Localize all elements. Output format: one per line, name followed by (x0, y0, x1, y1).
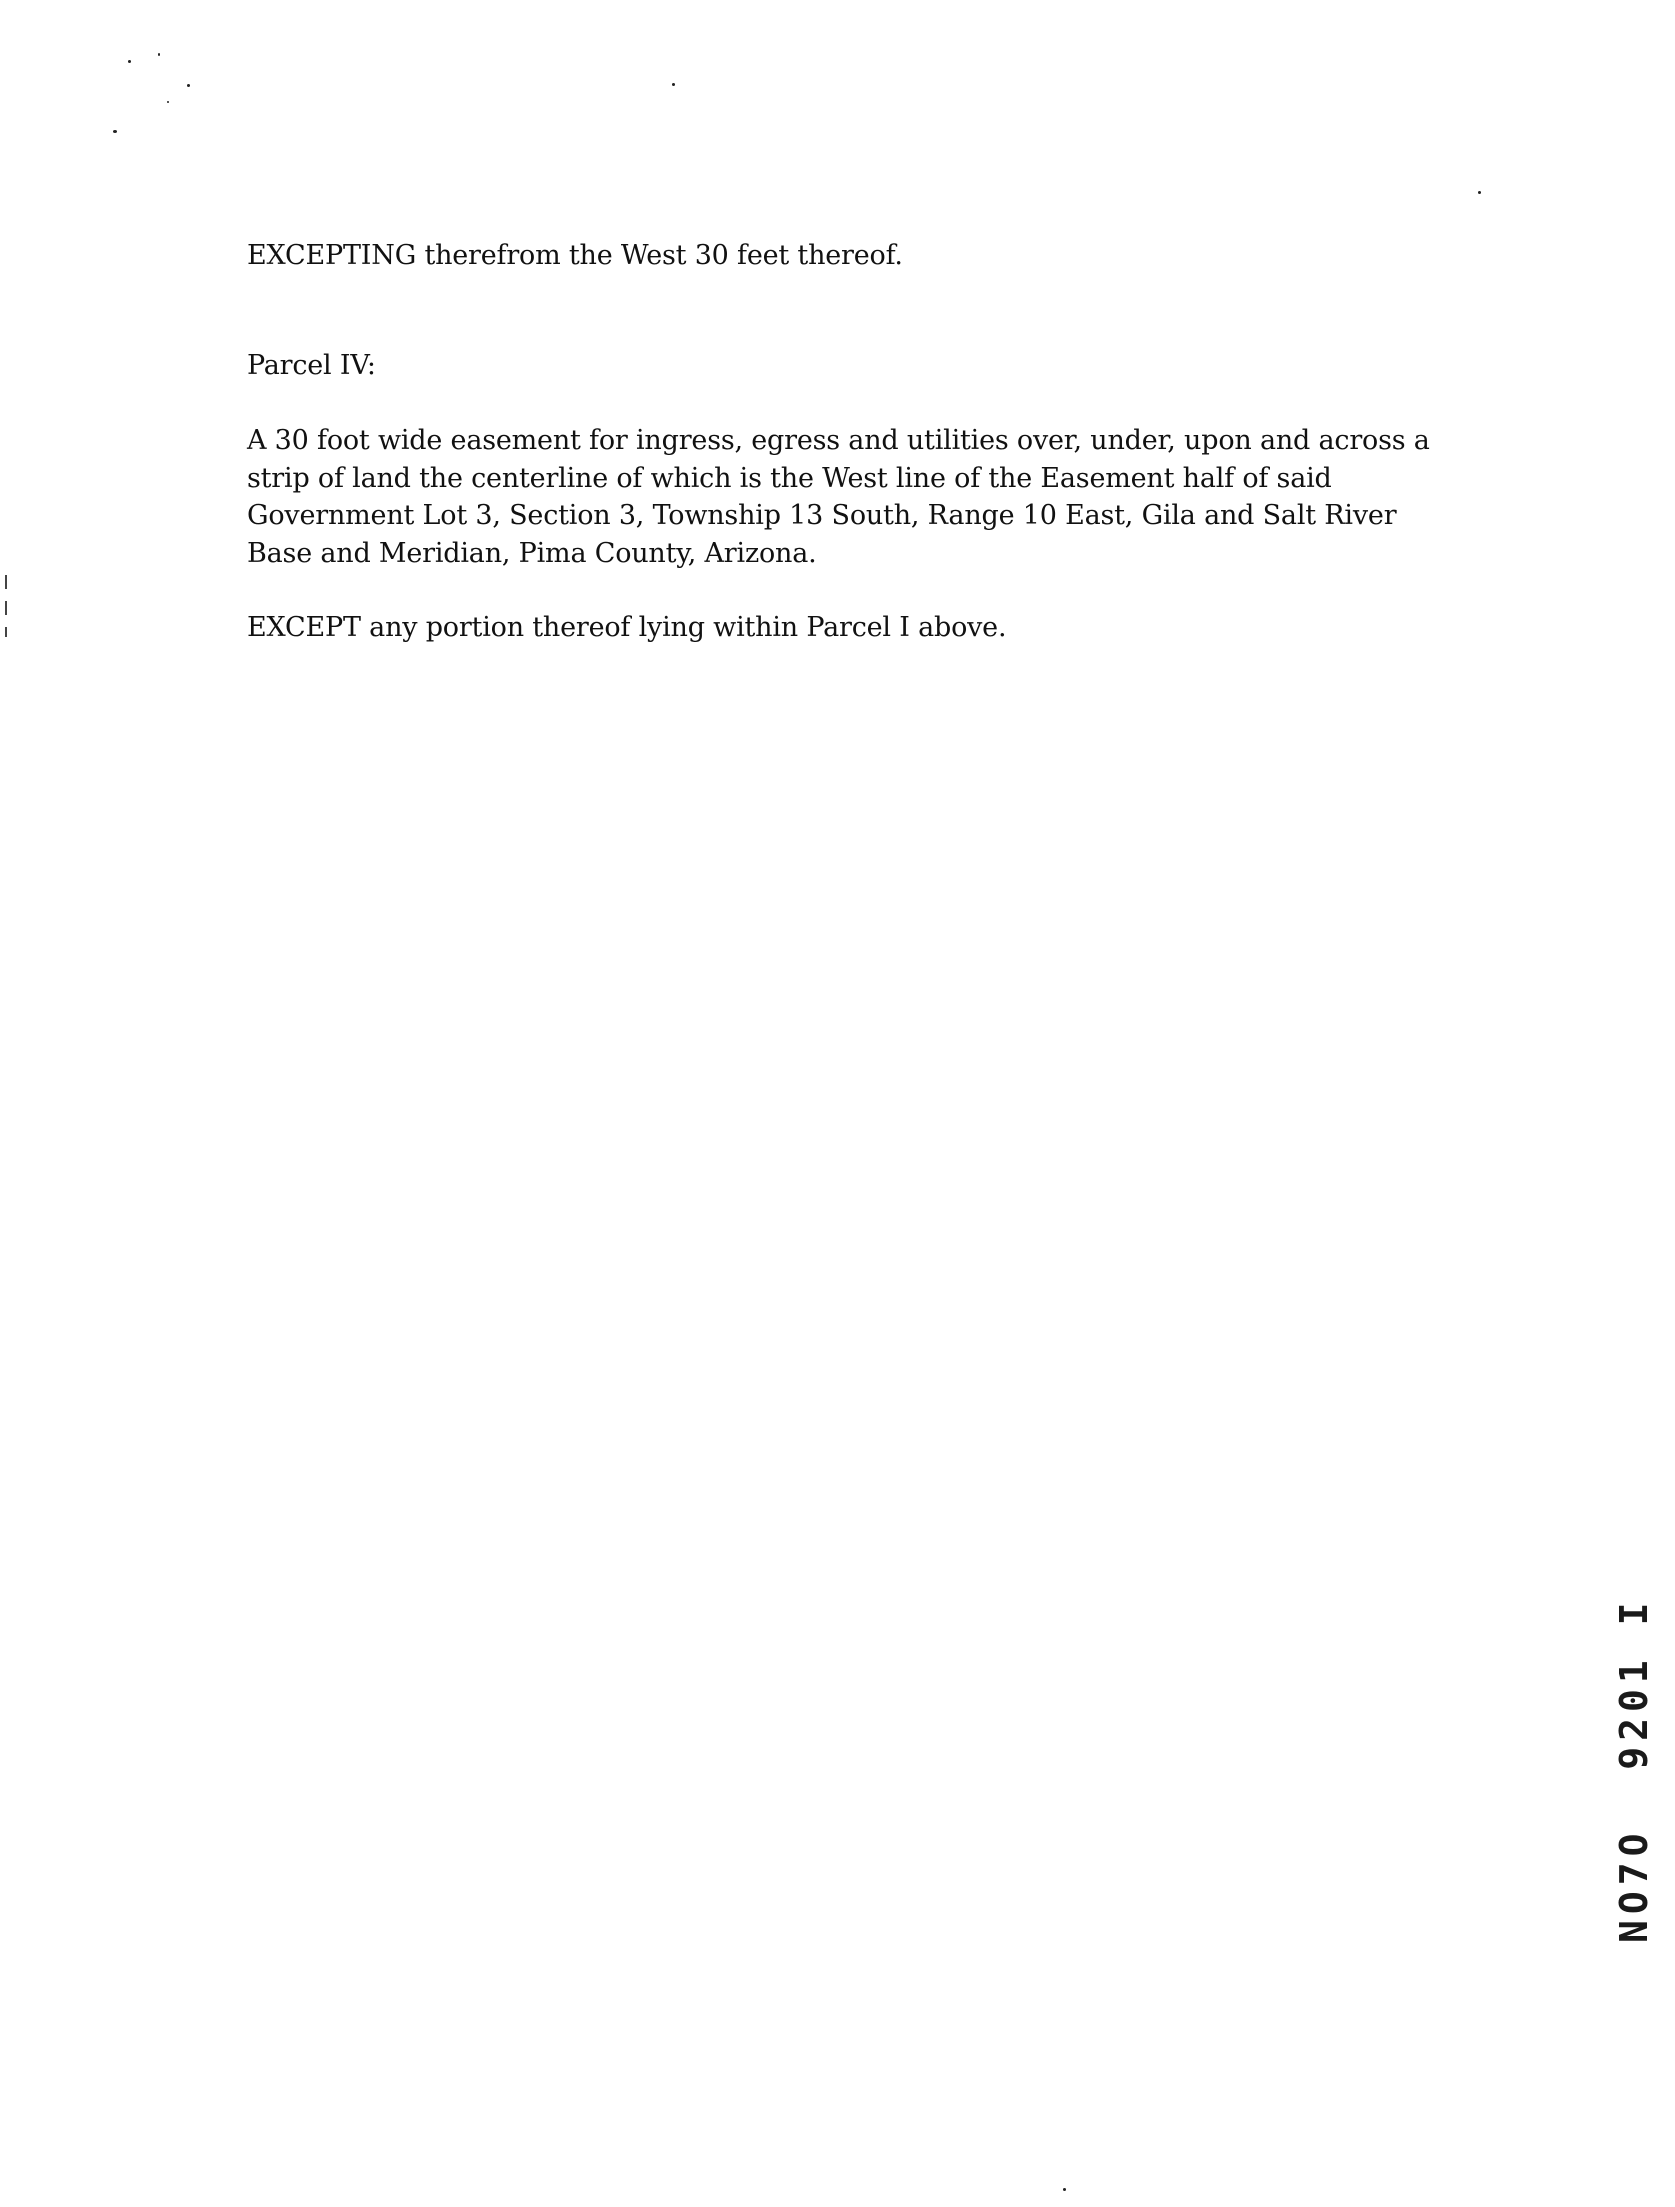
scan-speck (167, 101, 169, 103)
easement-line: strip of land the centerline of which is the West line of the Easement half of said (247, 462, 1332, 494)
excepting-clause: EXCEPTING therefrom the West 30 feet thereof. (247, 240, 903, 271)
scan-mark (5, 601, 7, 615)
scan-speck (113, 130, 117, 133)
scan-speck (128, 60, 131, 63)
easement-description (247, 422, 1447, 572)
except-clause: EXCEPT any portion thereof lying within Parcel I above. (247, 612, 1007, 643)
easement-line: Government Lot 3, Section 3, Township 13 South, Range 10 East, Gila and Salt River (247, 500, 1397, 531)
margin-stamp (1609, 1583, 1659, 1943)
scan-speck (672, 83, 675, 86)
easement-line: A 30 foot wide easement for ingress, egress and utilities over, under, upon and across a (247, 425, 1430, 456)
scan-mark (5, 627, 7, 637)
scan-mark (5, 575, 7, 589)
scan-speck (158, 53, 160, 56)
scan-speck (1478, 191, 1481, 194)
margin-stamp-text: NO7O 9201 I (1612, 1596, 1656, 1943)
scan-speck (1063, 2188, 1066, 2191)
scan-speck (187, 84, 190, 87)
easement-line: Base and Meridian, Pima County, Arizona. (247, 537, 817, 569)
parcel-heading: Parcel IV: (247, 350, 376, 381)
